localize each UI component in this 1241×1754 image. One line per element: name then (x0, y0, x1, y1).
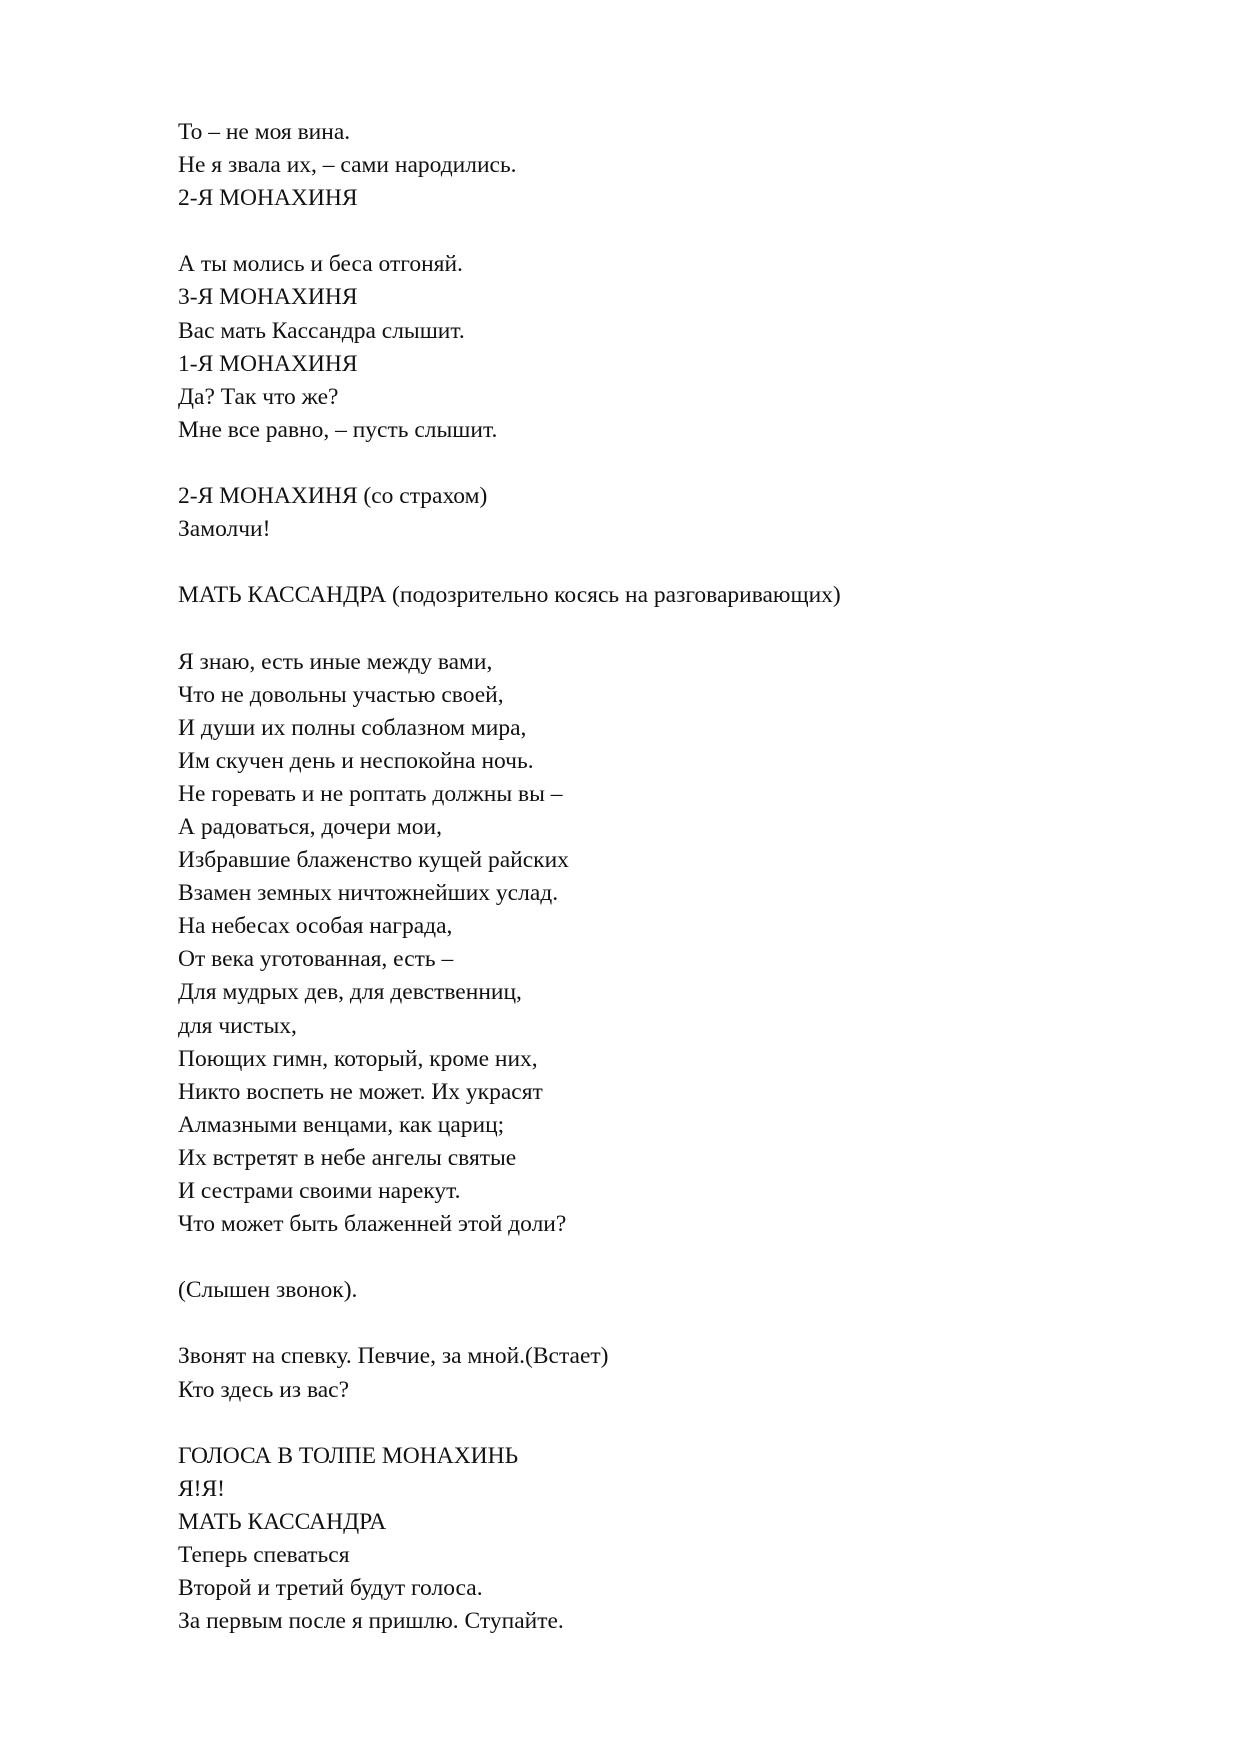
verse-line: А радоваться, дочери мои, (178, 813, 442, 840)
blank-line (178, 1241, 1158, 1274)
verse-line: Что не довольны участью своей, (178, 681, 504, 708)
text-line: Я!Я! (178, 1475, 225, 1502)
character-name: 3-Я МОНАХИНЯ (178, 284, 358, 311)
verse-line: Никто воспеть не может. Их украсят (178, 1078, 543, 1105)
verse-line: Избравшие блаженство кущей райских (178, 847, 569, 874)
text-line: Вас мать Кассандра слышит. (178, 317, 465, 344)
text-line: А ты молись и беса отгоняй. (178, 251, 463, 278)
blank-line (178, 546, 1158, 579)
verse-line: Алмазными венцами, как цариц; (178, 1111, 505, 1138)
text-line: Второй и третий будут голоса. (178, 1575, 483, 1602)
blank-line (178, 1307, 1158, 1340)
text-line: То – не моя вина. (178, 119, 351, 145)
play-text (178, 116, 1158, 1638)
verse-line: Я знаю, есть иные между вами, (178, 648, 493, 675)
verse-line: На небесах особая награда, (178, 913, 453, 940)
verse-line: Им скучен день и неспокойна ночь. (178, 747, 534, 774)
verse-line: И сестрами своими нарекут. (178, 1178, 461, 1204)
character-name: 2-Я МОНАХИНЯ (178, 185, 358, 212)
verse-line: Поющих гимн, который, кроме них, (178, 1045, 538, 1072)
stage-direction: (Слышен звонок). (178, 1277, 358, 1304)
character-name: 1-Я МОНАХИНЯ (178, 350, 358, 377)
verse-line: Их встретят в небе ангелы святые (178, 1144, 517, 1171)
text-line: За первым после я пришлю. Ступайте. (178, 1608, 564, 1635)
verse-line: От века уготованная, есть – (178, 946, 454, 973)
verse-line: И души их полны соблазном мира, (178, 714, 527, 741)
verse-line: Не горевать и не роптать должны вы – (178, 780, 563, 807)
verse-line: Взамен земных ничтожнейших услад. (178, 880, 559, 907)
verse-line: Что может быть блаженней этой доли? (178, 1211, 567, 1238)
text-line: Кто здесь из вас? (178, 1376, 350, 1403)
text-line: Теперь спеваться (178, 1542, 350, 1569)
blank-line (178, 447, 1158, 480)
blank-line (178, 1407, 1158, 1440)
character-name: 2-Я МОНАХИНЯ (со страхом) (178, 483, 488, 510)
text-line: Мне все равно, – пусть слышит. (178, 416, 498, 443)
character-name: МАТЬ КАССАНДРА (подозрительно косясь на разговаривающих) (178, 582, 841, 609)
blank-line (178, 215, 1158, 248)
verse-line: Для мудрых дев, для девственниц, (178, 979, 522, 1006)
text-line: Звонят на спевку. Певчие, за мной.(Встает) (178, 1343, 609, 1370)
character-name: МАТЬ КАССАНДРА (178, 1508, 387, 1535)
text-line: Да? Так что же? (178, 383, 339, 410)
blank-line (178, 612, 1158, 645)
text-line: Замолчи! (178, 516, 271, 543)
verse-line: для чистых, (178, 1012, 297, 1039)
character-name: ГОЛОСА В ТОЛПЕ МОНАХИНЬ (178, 1442, 519, 1469)
text-line: Не я звала их, – сами народились. (178, 152, 517, 179)
